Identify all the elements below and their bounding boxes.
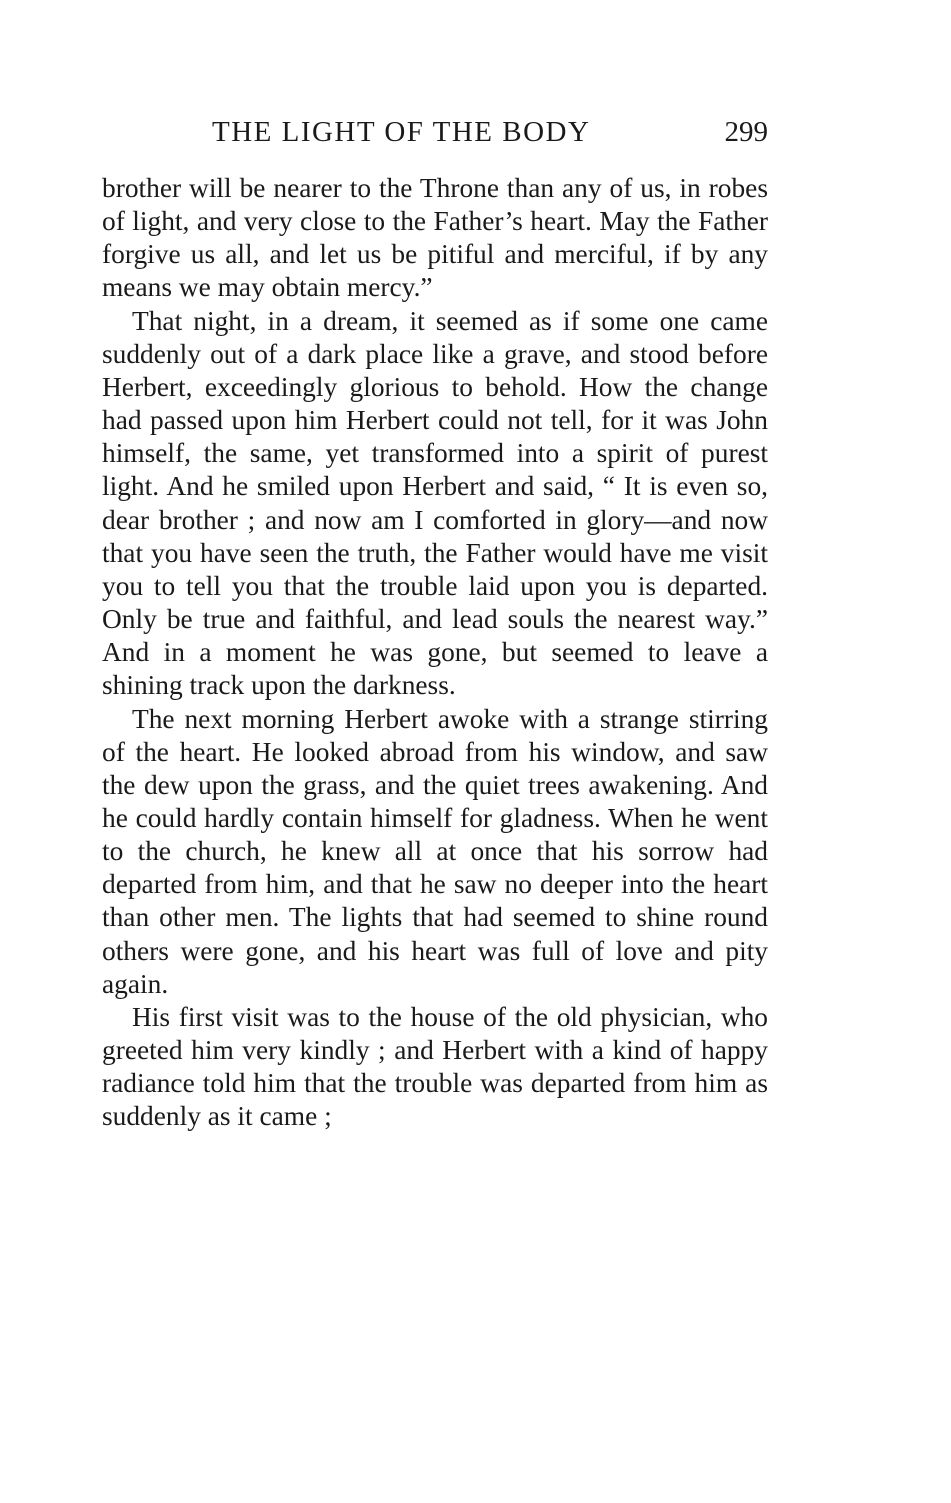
running-head (102, 112, 768, 152)
paragraph-next-morning: The next morning Herbert awoke with a strange stirring of the heart. He looked abroad from his window, and saw the dew upon the grass, and the quiet trees awakening. And he could hardly contain himself for gladness. When he went to the church, he knew all at once that his sorrow had departed from him, and that he saw no deeper into the heart than other men. The lights that had seemed to shine round others were gone, and his heart was full of love and pity again. (102, 703, 768, 999)
paragraph-continuation: brother will be nearer to the Throne than any of us, in robes of light, and very close to the Father’s heart. May the Father forgive us all, and let us be pitiful and merciful, if by any means we may obtain mercy.” (102, 173, 768, 303)
paragraph-first-visit: His first visit was to the house of the old physician, who greeted him very kindly ; and Herbert with a kind of happy radiance told him that the trouble was departed from him as suddenly as it came ; (102, 1001, 768, 1132)
paragraph-dream: That night, in a dream, it seemed as if some one came suddenly out of a dark place like a grave, and stood before Herbert, exceedingly glorious to behold. How the change had passed upon him Herbert could not tell, for it was John himself, the same, yet transformed into a spirit of purest light. And he smiled upon Herbert and said, “ It is even so, dear brother ; and now am I comforted in glory—and now that you have seen the truth, the Father would have me visit you to tell you that the trouble laid upon you is departed. Only be true and faithful, and lead souls the nearest way.” And in a moment he was gone, but seemed to leave a shining track upon the darkness. (102, 305, 768, 701)
running-title: THE LIGHT OF THE BODY (212, 116, 591, 148)
body-text (102, 172, 768, 1134)
page-number: 299 (724, 116, 768, 148)
